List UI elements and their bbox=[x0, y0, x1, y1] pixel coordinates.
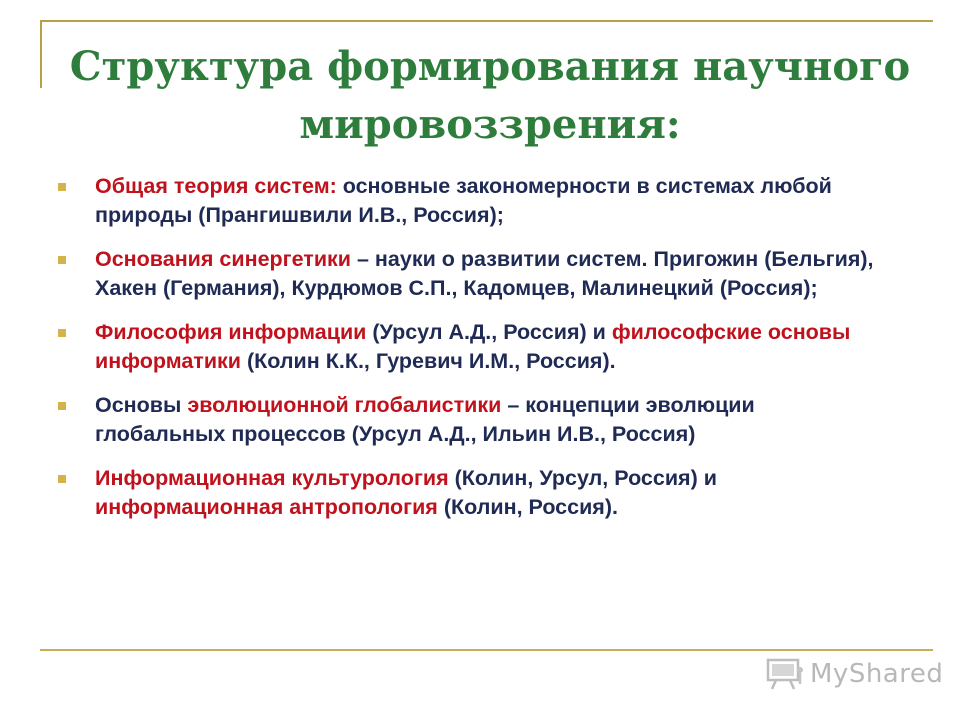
highlighted-term: Основания синергетики bbox=[95, 247, 352, 271]
bullet-square-icon bbox=[58, 475, 66, 483]
bullet-text: – концепции эволюции глобальных процессов (Урсул А.Д., Ильин И.В., Россия) bbox=[95, 393, 755, 446]
bullet-item bbox=[58, 464, 878, 522]
bullet-square-icon bbox=[58, 183, 66, 191]
bullet-text: Основы bbox=[95, 393, 188, 417]
bullet-text: основные закономерности в системах любой природы (Прангишвили И.В., Россия); bbox=[95, 174, 832, 227]
highlighted-term: философские основы информатики bbox=[95, 320, 851, 373]
bullet-text: (Колин, Урсул, Россия) и bbox=[448, 466, 717, 490]
highlighted-term: Информационная культурология bbox=[95, 466, 449, 490]
bullet-item bbox=[58, 245, 878, 303]
watermark-text: MyShared bbox=[810, 659, 944, 689]
slide-title: Структура формирования научного мировоззрения: bbox=[69, 43, 911, 148]
bullet-list bbox=[58, 172, 878, 537]
bullet-item bbox=[58, 318, 878, 376]
bullet-square-icon bbox=[58, 402, 66, 410]
frame-top-line bbox=[40, 20, 933, 22]
highlighted-term: эволюционной глобалистики bbox=[187, 393, 502, 417]
bullet-text: (Колин К.К., Гуревич И.М., Россия). bbox=[241, 349, 616, 373]
bullet-item bbox=[58, 172, 878, 230]
frame-left-line bbox=[40, 20, 42, 88]
bullet-text: – науки о развитии систем. Пригожин (Бельгия), Хакен (Германия), Курдюмов С.П., Кадомцев, Малинецкий (Россия); bbox=[95, 247, 874, 300]
watermark-logo bbox=[766, 656, 943, 692]
highlighted-term: Философия информации bbox=[95, 320, 367, 344]
bullet-text: (Колин, Россия). bbox=[437, 495, 618, 519]
bullet-text: (Урсул А.Д., Россия) и bbox=[366, 320, 612, 344]
highlighted-term: информационная антропология bbox=[95, 495, 438, 519]
classroom-board-icon bbox=[766, 657, 804, 691]
bullet-square-icon bbox=[58, 329, 66, 337]
highlighted-term: Общая теория систем: bbox=[95, 174, 337, 198]
bullet-item bbox=[58, 391, 878, 449]
bullet-square-icon bbox=[58, 256, 66, 264]
frame-bottom-line bbox=[40, 649, 933, 651]
